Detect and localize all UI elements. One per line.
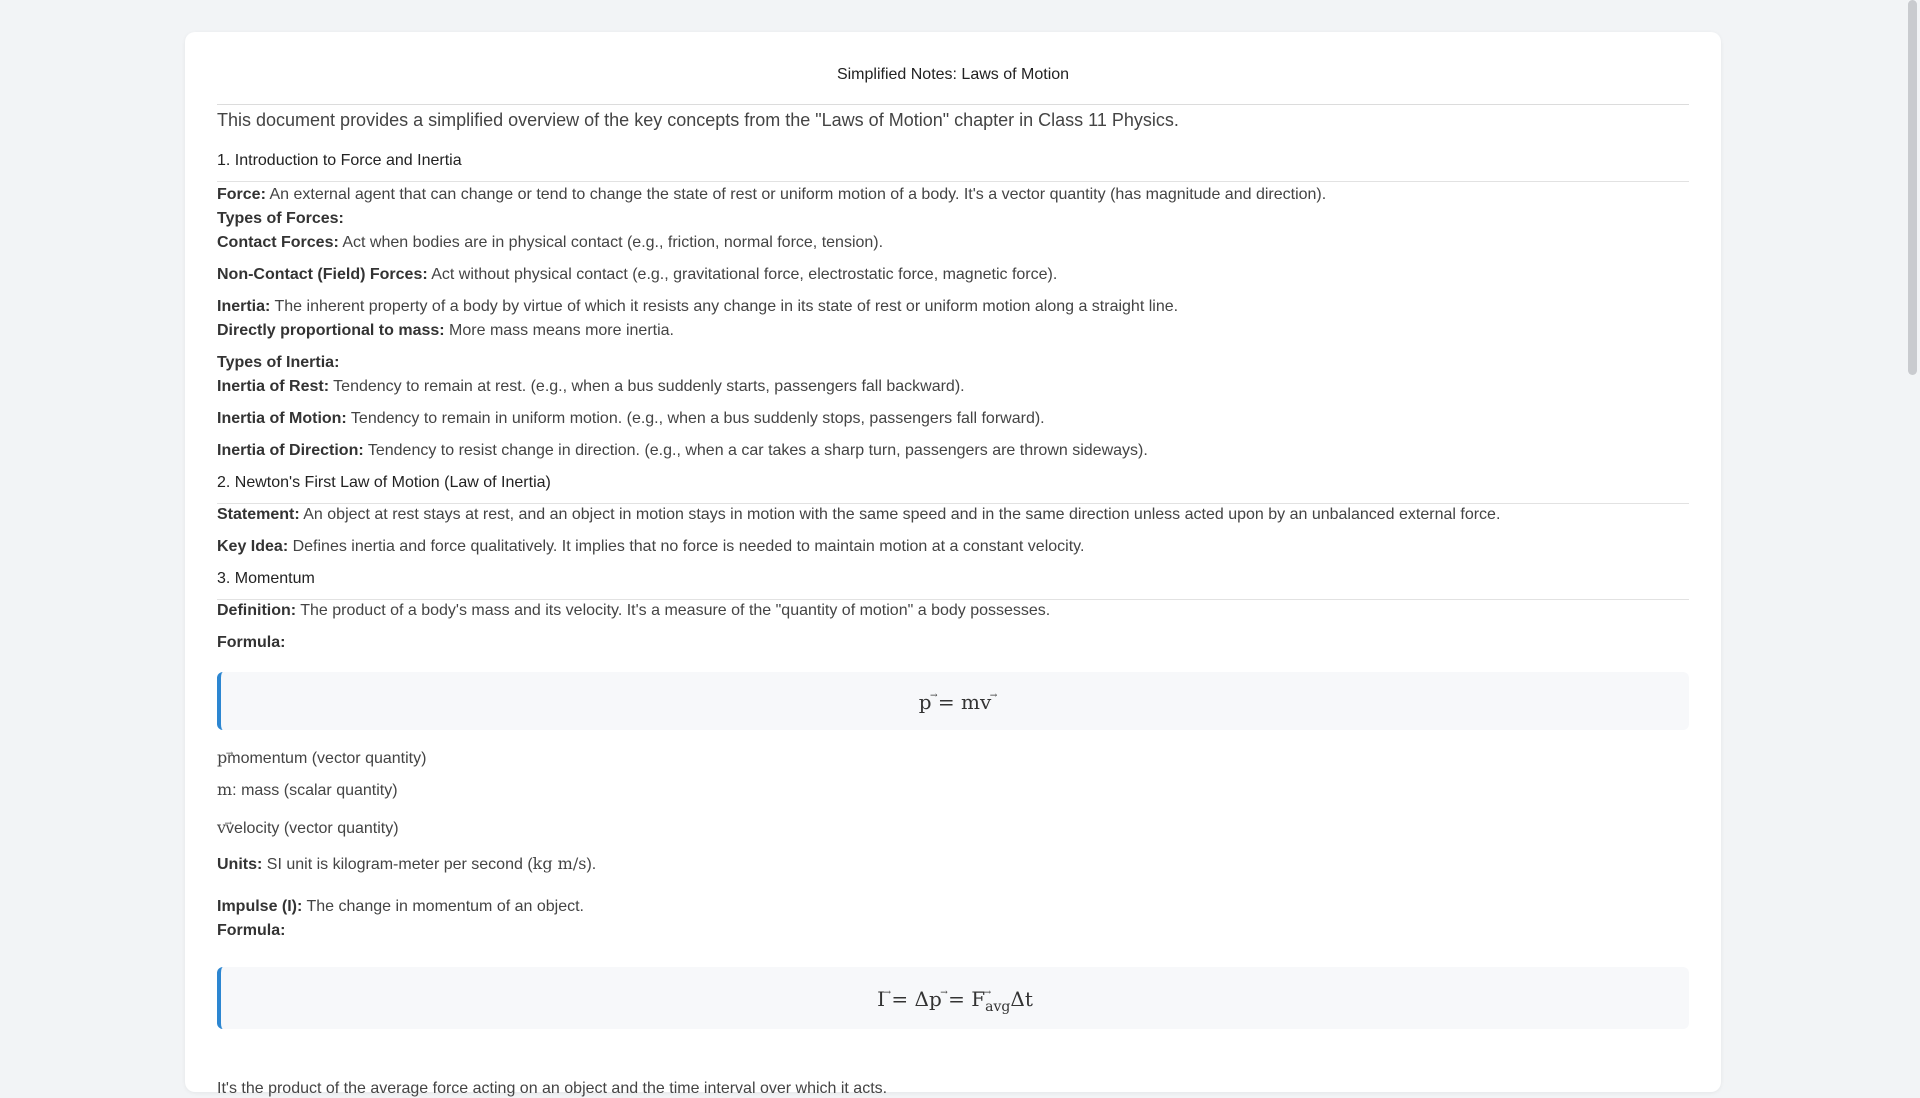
term-label: Inertia of Direction: [217,442,364,459]
avg-subscript: avg [985,999,1011,1015]
page-title: Simplified Notes: Laws of Motion [836,66,1070,83]
p-symbol: p → [217,748,227,767]
term-label: Contact Forces: [217,234,339,251]
term-text: The product of a body's mass and its velocity. It's a measure of the "quantity of motion" a body possesses. [296,602,1051,619]
v-vector: v → [980,690,991,714]
term-label: Non-Contact (Field) Forces: [217,266,428,283]
first-law-statement [217,506,1500,524]
term-text: The change in momentum of an object. [302,898,584,915]
m-symbol: m [217,780,233,799]
section-divider [217,503,1689,504]
impulse-note: It's the product of the average force acting on an object and the time interval over which it acts. [217,1080,888,1097]
section-heading-momentum: 3. Momentum [217,570,315,587]
p-vector: p → [919,690,932,714]
contact-forces [217,234,883,252]
formula-text: Δt [1010,987,1033,1011]
term-label: Formula: [217,634,286,651]
inertia-of-direction [217,442,1148,460]
inertia-of-rest [217,378,965,396]
first-law-key-idea [217,538,1084,556]
momentum-formula-box [217,672,1689,730]
term-label: Inertia of Rest: [217,378,330,395]
term-text: Tendency to resist change in direction. (e.g., when a car takes a sharp turn, passengers are thrown sideways). [363,442,1148,459]
term-label: Definition: [217,602,297,619]
formula-text: = m [931,690,980,714]
term-text: More mass means more inertia. [444,322,674,339]
force-definition [217,186,1326,204]
types-of-inertia-heading [217,354,339,372]
notes-card [185,32,1721,1097]
intro-paragraph: This document provides a simplified overview of the key concepts from the "Laws of Motion" chapter in Class 11 Physics. [217,110,1179,130]
impulse-formula-box [217,967,1689,1029]
impulse-formula [221,987,1689,1015]
term-label: Impulse (I): [217,898,303,915]
term-label: Directly proportional to mass: [217,322,445,339]
term-text: An object at rest stays at rest, and an object in motion stays in motion with the same speed and in the same direction unless acted upon by an unbalanced external force. [299,506,1501,523]
term-label: Inertia: [217,298,271,315]
section-divider [217,599,1689,600]
term-label: Units: [217,856,263,873]
term-label: Key Idea: [217,538,289,555]
impulse-vector: I → [877,987,885,1011]
inertia-definition [217,298,1178,316]
term-text: The inherent property of a body by virtue of which it resists any change in its state of rest or uniform motion along a straight line. [270,298,1179,315]
momentum-formula-label [217,634,285,652]
term-text: Act without physical contact (e.g., gravitational force, electrostatic force, magnetic force). [427,266,1058,283]
term-label: Force: [217,186,266,203]
momentum-definition [217,602,1050,620]
term-text: ). [586,856,597,873]
term-text: Tendency to remain at rest. (e.g., when a bus suddenly starts, passengers fall backward). [329,378,965,395]
non-contact-forces [217,266,1057,284]
inertia-of-motion [217,410,1045,428]
term-label: Statement: [217,506,300,523]
impulse-definition [217,898,584,916]
title-divider [217,104,1689,105]
symbol-desc: momentum (vector quantity) [227,750,427,767]
symbol-desc: : mass (scalar quantity) [232,782,398,799]
momentum-units [217,854,596,874]
momentum-symbol-v [217,818,399,838]
term-text: Act when bodies are in physical contact (e.g., friction, normal force, tension). [338,234,884,251]
term-label: Types of Inertia: [217,354,340,371]
impulse-formula-label [217,922,285,940]
section-divider [217,181,1689,182]
v-symbol: v → [217,818,226,837]
formula-text: = [941,987,972,1011]
symbol-desc: velocity (vector quantity) [226,820,399,837]
term-label: Inertia of Motion: [217,410,347,427]
term-label: Formula: [217,922,286,939]
force-vector: F → [971,987,985,1011]
momentum-symbol-m [217,780,398,800]
types-of-forces-heading [217,210,344,228]
scrollbar-thumb[interactable] [1908,0,1917,375]
formula-text: = Δ [885,987,929,1011]
term-label: Types of Forces: [217,210,344,227]
units-math: kg m/s [532,854,587,873]
term-text: Defines inertia and force qualitatively. It implies that no force is needed to maintain motion at a constant velocity. [288,538,1085,555]
term-text: An external agent that can change or tend to change the state of rest or uniform motion of a body. It's a vector quantity (has magnitude and direction). [265,186,1327,203]
momentum-formula [221,690,1689,714]
section-heading-first-law: 2. Newton's First Law of Motion (Law of Inertia) [217,474,551,491]
p-vector: p → [929,987,942,1011]
inertia-mass-relation [217,322,674,340]
page-scrollbar[interactable] [1905,0,1920,1080]
section-heading-force-inertia: 1. Introduction to Force and Inertia [217,152,462,169]
term-text: Tendency to remain in uniform motion. (e.g., when a bus suddenly stops, passengers fall forward). [346,410,1045,427]
momentum-symbol-p [217,748,426,768]
term-text: SI unit is kilogram-meter per second ( [262,856,533,873]
